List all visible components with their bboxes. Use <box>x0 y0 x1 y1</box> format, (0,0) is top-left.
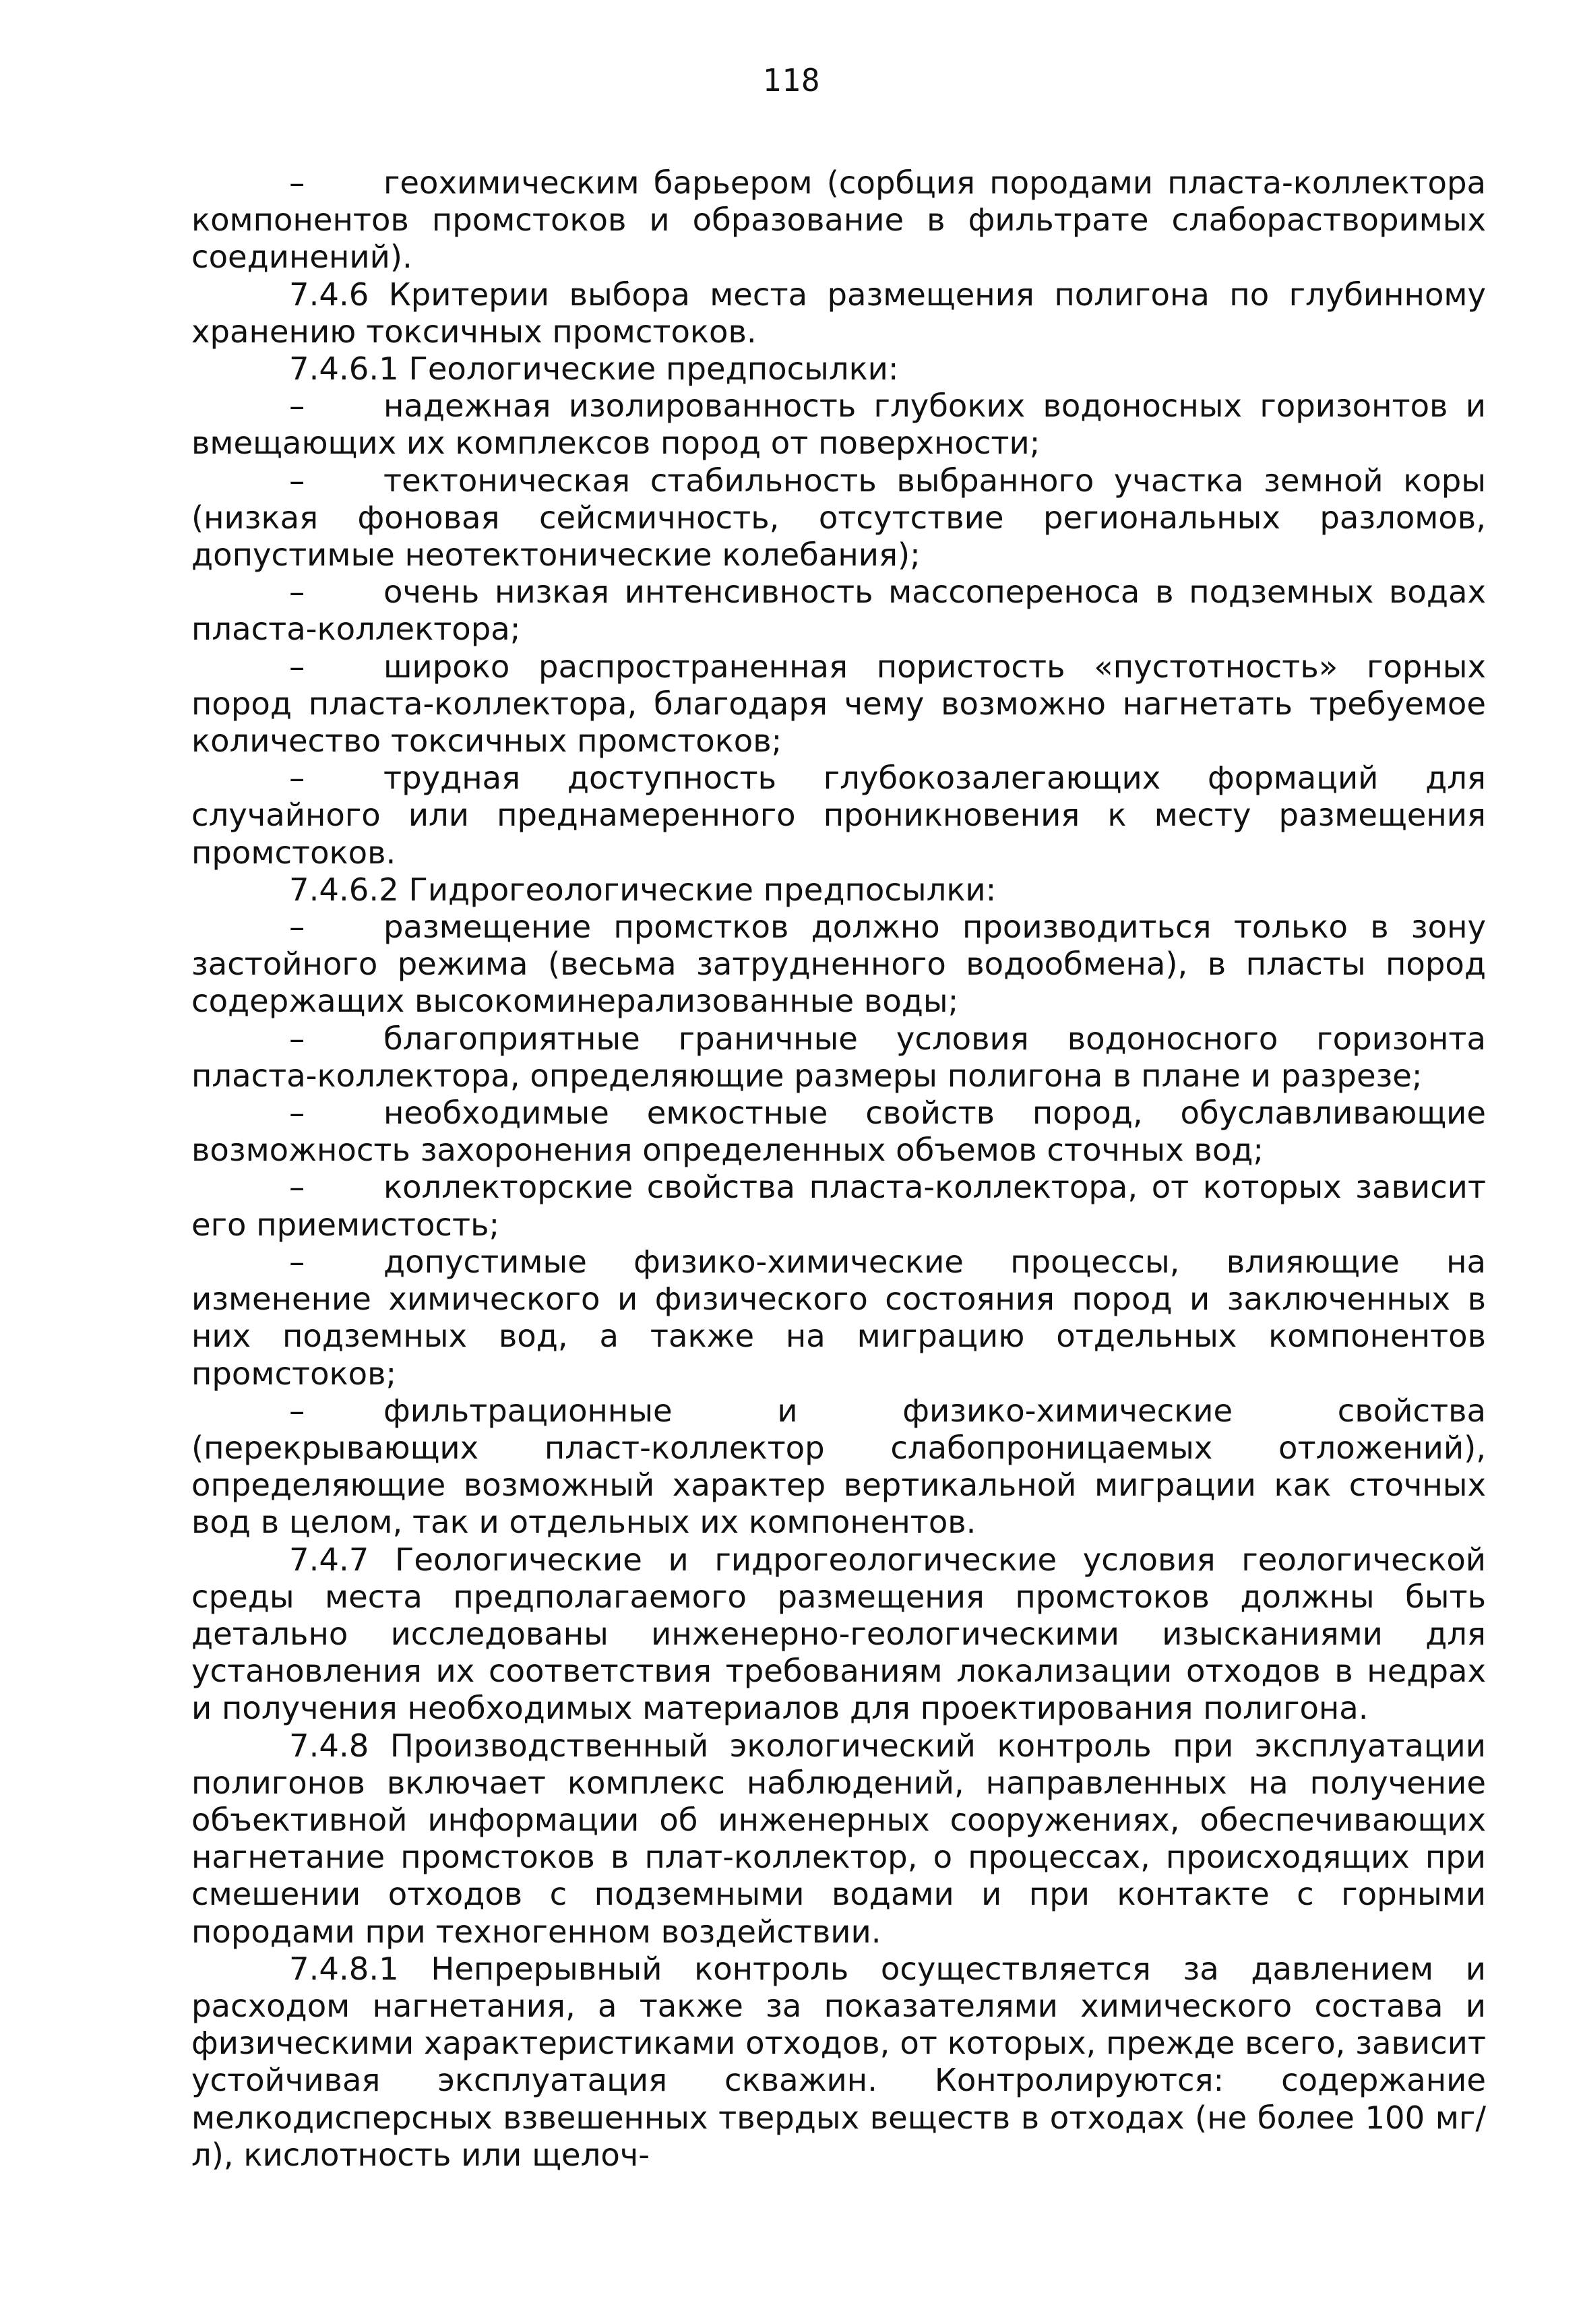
list-item <box>191 1020 1486 1095</box>
list-item-text: допустимые физико-химические процессы, влияющие на изменение химического и физического состояния пород и заключенных в них подземных вод, а также на миграцию отдельных компонентов промстоков; <box>191 1243 1486 1392</box>
list-item-text: необходимые емкостные свойств пород, обуславливающие возможность захоронения определенных объемов сточных вод; <box>191 1095 1486 1169</box>
dash-marker: – <box>289 1392 305 1429</box>
paragraph: 7.4.6 Критерии выбора места размещения полигона по глубинному хранению токсичных промстоков. <box>191 276 1486 350</box>
dash-marker: – <box>289 909 305 946</box>
section-heading: 7.4.6.2 Гидрогеологические предпосылки: <box>289 871 997 908</box>
list-item <box>191 1169 1486 1243</box>
list-item-text: благоприятные граничные условия водоносного горизонта пласта-коллектора, определяющие размеры полигона в плане и разрезе; <box>191 1020 1486 1094</box>
dash-marker: – <box>289 1020 305 1057</box>
list-item <box>191 760 1486 872</box>
dash-marker: – <box>289 1169 305 1206</box>
dash-marker: – <box>289 164 305 201</box>
list-item <box>191 1393 1486 1541</box>
body-text <box>191 164 1486 2174</box>
paragraph: 7.4.8 Производственный экологический контроль при эксплуатации полигонов включает комплекс наблюдений, направленных на получение объективной информации об инженерных сооружениях, обеспечивающих нагнетание промстоков в плат-коллектор, о процессах, происходящих при смешении отходов с подземными водами и при контакте с горными породами при техногенном воздействии. <box>191 1727 1486 1950</box>
dash-marker: – <box>289 648 305 685</box>
dash-marker: – <box>289 462 305 499</box>
list-item-text: трудная доступность глубокозалегающих формаций для случайного или преднамеренного проникновения к месту размещения промстоков. <box>191 760 1486 871</box>
list-item-text: коллекторские свойства пласта-коллектора, от которых зависит его приемистость; <box>191 1169 1486 1243</box>
list-item <box>191 574 1486 648</box>
list-item <box>191 909 1486 1020</box>
list-item-text: широко распространенная пористость «пустотность» горных пород пласта-коллектора, благодаря чему возможно нагнетать требуемое количество токсичных промстоков; <box>191 648 1486 760</box>
list-item <box>191 462 1486 574</box>
paragraph: 7.4.7 Геологические и гидрогеологические условия геологической среды места предполагаемого размещения промстоков должны быть детально исследованы инженерно-геологическими изысканиями для установления их соответствия требованиям локализации отходов в недрах и получения необходимых материалов для проектирования полигона. <box>191 1541 1486 1727</box>
dash-marker: – <box>289 388 305 425</box>
list-item-text: размещение промстков должно производиться только в зону застойного режима (весьма затрудненного водообмена), в пласты пород содержащих высокоминерализованные воды; <box>191 909 1486 1020</box>
list-item <box>191 648 1486 760</box>
dash-marker: – <box>289 1243 305 1280</box>
dash-marker: – <box>289 760 305 797</box>
list-item <box>191 164 1486 276</box>
dash-marker: – <box>289 574 305 611</box>
paragraph: 7.4.8.1 Непрерывный контроль осуществляется за давлением и расходом нагнетания, а также за показателями химического состава и физическими характеристиками отходов, от которых, прежде всего, зависит устойчивая эксплуатация скважин. Контролируются: содержание мелкодисперсных взвешенных твердых веществ в отходах (не более 100 мг/л), кислотность или щелоч- <box>191 1950 1486 2173</box>
list-item <box>191 1095 1486 1169</box>
page-number: 118 <box>762 62 821 98</box>
section-heading: 7.4.6.1 Геологические предпосылки: <box>289 350 899 388</box>
list-item-text: очень низкая интенсивность массопереноса в подземных водах пласта-коллектора; <box>191 574 1486 648</box>
list-item-text: геохимическим барьером (сорбция породами пласта-коллектора компонентов промстоков и образование в фильтрате слаборастворимых соединений). <box>191 164 1486 276</box>
list-item-text: надежная изолированность глубоких водоносных горизонтов и вмещающих их комплексов пород от поверхности; <box>191 388 1486 462</box>
dash-marker: – <box>289 1095 305 1132</box>
list-item-text: фильтрационные и физико-химические свойства (перекрывающих пласт-коллектор слабопроницаемых отложений), определяющие возможный характер вертикальной миграции как сточных вод в целом, так и отдельных их компонентов. <box>191 1392 1486 1541</box>
list-item-text: тектоническая стабильность выбранного участка земной коры (низкая фоновая сейсмичность, отсутствие региональных разломов, допустимые неотектонические колебания); <box>191 462 1486 574</box>
list-item <box>191 388 1486 462</box>
list-item <box>191 1244 1486 1393</box>
